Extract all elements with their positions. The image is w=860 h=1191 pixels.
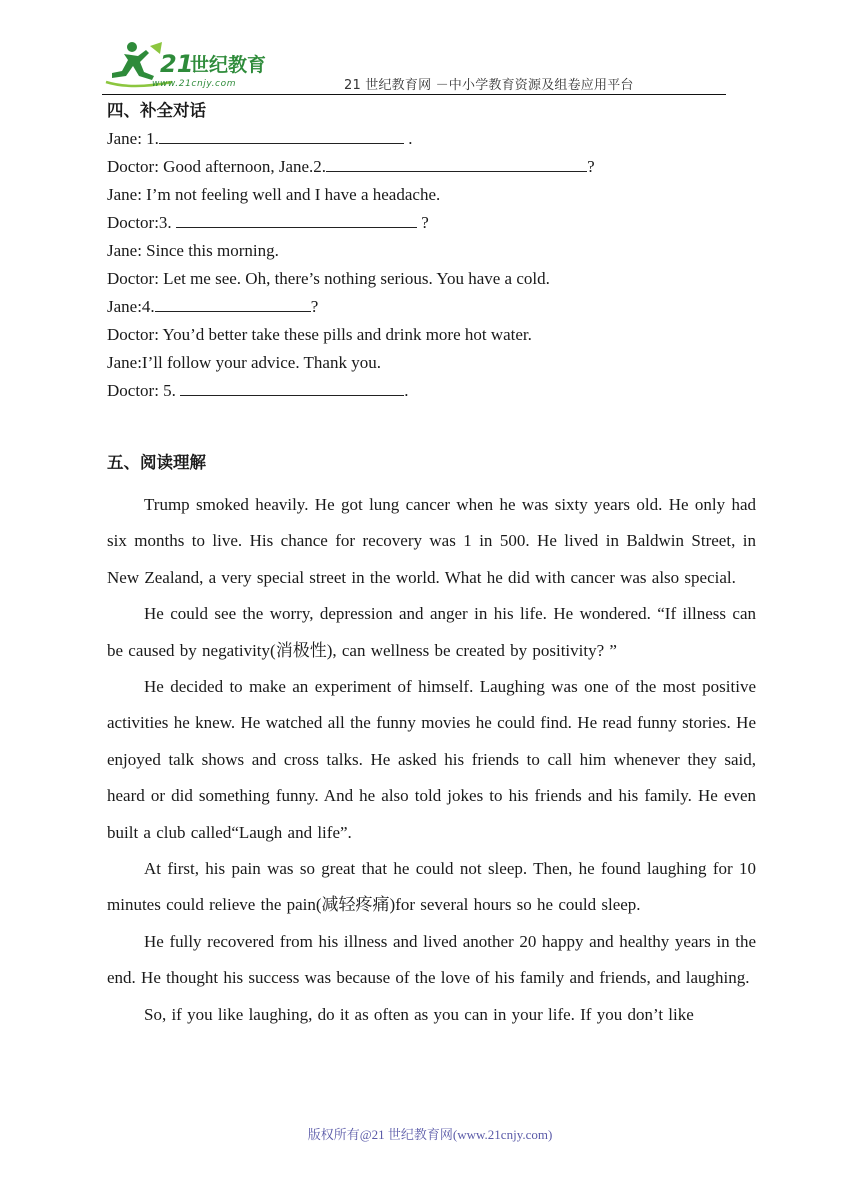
answer-blank[interactable]	[176, 210, 417, 228]
dialog-line	[107, 265, 756, 293]
dialog-line	[107, 293, 756, 321]
section5-title: 五、阅读理解	[107, 453, 206, 472]
answer-blank[interactable]	[180, 378, 404, 396]
svg-text:21: 21	[160, 50, 194, 78]
svg-text:世纪教育: 世纪教育	[190, 54, 267, 76]
dialog-line	[107, 349, 756, 377]
reading-paragraph: Trump smoked heavily. He got lung cancer when he was sixty years old. He only had six months to live. His chance for recovery was 1 in 500. He lived in Baldwin Street, in New Zealand, a very special street in the world. What he did with cancer was also special.	[107, 495, 756, 587]
dialog-text: Jane:4.	[107, 297, 155, 316]
header-divider	[102, 94, 726, 95]
dialog-text: Doctor:3.	[107, 213, 176, 232]
dialog-text: Jane: 1.	[107, 129, 159, 148]
section4-title: 四、补全对话	[107, 101, 206, 120]
page-header	[102, 38, 726, 96]
dialog-punct: ?	[587, 157, 595, 176]
dialog-line	[107, 153, 756, 181]
dialog-line	[107, 125, 756, 153]
dialog-line	[107, 377, 756, 405]
header-site-text: 21 世纪教育网 －中小学教育资源及组卷应用平台	[344, 78, 634, 93]
dialog-punct: ?	[416, 213, 429, 232]
answer-blank[interactable]	[159, 126, 404, 144]
main-content	[107, 97, 756, 1033]
dialog-line	[107, 209, 756, 237]
dialog-line	[107, 181, 756, 209]
reading-paragraph: He decided to make an experiment of himself. Laughing was one of the most positive activities he knew. He watched all the funny movies he could find. He read funny stories. He enjoyed talk shows and cross talks. He asked his friends to call him whenever they said, heard or did something funny. And he also told jokes to his friends and his family. He even built a club called“Laugh and life”.	[107, 677, 756, 842]
answer-blank[interactable]	[155, 294, 311, 312]
dialog-punct: .	[403, 129, 413, 148]
dialog-text: Jane: Since this morning.	[107, 241, 279, 260]
dialog-line	[107, 237, 756, 265]
dialog-text: Doctor: Good afternoon, Jane.2.	[107, 157, 327, 176]
dialog-punct: .	[404, 381, 409, 400]
dialog-punct: ?	[310, 297, 319, 316]
svg-text:www.21cnjy.com: www.21cnjy.com	[152, 79, 237, 89]
dialog-text: Doctor: You’d better take these pills and drink more hot water.	[107, 325, 532, 344]
dialog-text: Doctor: 5.	[107, 381, 181, 400]
dialog-text: Doctor: Let me see. Oh, there’s nothing serious. You have a cold.	[107, 269, 550, 288]
reading-paragraph: At first, his pain was so great that he could not sleep. Then, he found laughing for 10 minutes could relieve the pain(减轻疼痛)for several hours so he could sleep.	[107, 859, 756, 915]
page-footer: 版权所有@21 世纪教育网(www.21cnjy.com)	[307, 1127, 553, 1142]
answer-blank[interactable]	[326, 154, 587, 172]
dialog-text: Jane:I’ll follow your advice. Thank you.	[107, 353, 381, 372]
site-logo	[102, 38, 292, 92]
reading-section	[107, 439, 756, 1033]
dialog-section	[107, 125, 756, 405]
dialog-text: Jane: I’m not feeling well and I have a headache.	[107, 185, 441, 204]
dialog-line	[107, 321, 756, 349]
reading-paragraph: He fully recovered from his illness and lived another 20 happy and healthy years in the end. He thought his success was because of the love of his family and friends, and laughing.	[107, 931, 756, 988]
reading-paragraph: So, if you like laughing, do it as often as you can in your life. If you don’t like	[144, 1004, 694, 1024]
reading-paragraph: He could see the worry, depression and anger in his life. He wondered. “If illness can be caused by negativity(消极性), can wellness be created by positivity? ”	[107, 604, 756, 660]
